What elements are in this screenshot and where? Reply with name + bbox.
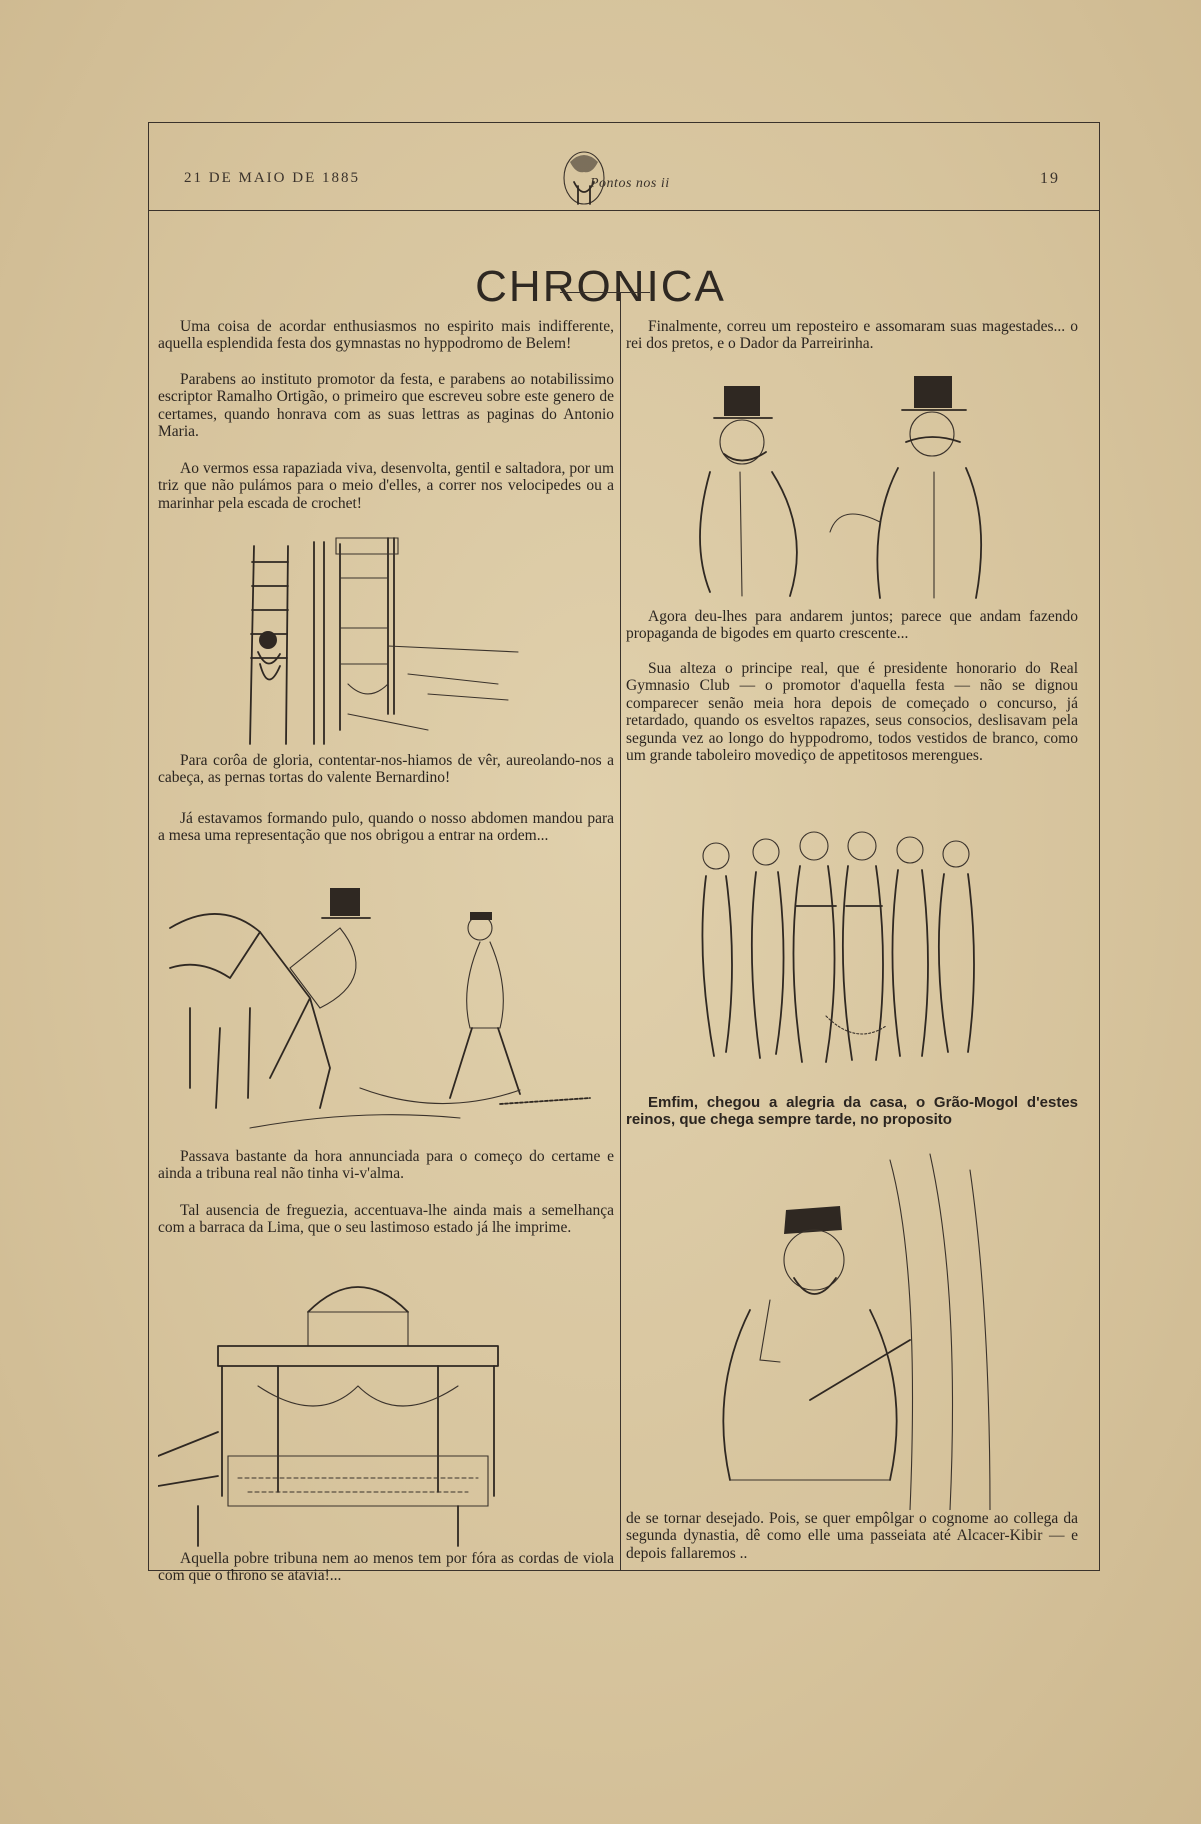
title-rule	[560, 292, 650, 293]
left-paragraph-5: Já estavamos formando pulo, quando o nosso abdomen mandou para a mesa uma representação que nos obrigou a entrar na ordem...	[158, 810, 614, 845]
right-paragraph-5: de se tornar desejado. Pois, se quer empôlgar o cognome ao collega da segunda dynastia, dê como elle uma passeiata até Alcacer-Kibir — e depois fallaremos ..	[626, 1510, 1078, 1562]
article-title: CHRONICA	[475, 262, 726, 312]
issue-date: 21 DE MAIO DE 1885	[184, 170, 360, 186]
left-paragraph-8: Aquella pobre tribuna nem ao menos tem por fóra as cordas de viola com que o throno se atavia!...	[158, 1550, 614, 1585]
page-number: 19	[1040, 170, 1060, 187]
left-paragraph-1: Uma coisa de acordar enthusiasmos no espirito mais indifferente, aquella esplendida festa dos gymnastas no hyppodromo de Belem!	[158, 318, 614, 353]
right-paragraph-1: Finalmente, correu um reposteiro e assomaram suas magestades... o rei dos pretos, e o Dador da Parreirinha.	[626, 318, 1078, 353]
left-paragraph-7: Tal ausencia de freguezia, accentuava-lhe ainda mais a semelhança com a barraca da Lima, que o seu lastimoso estado já lhe imprime.	[158, 1202, 614, 1237]
left-paragraph-2: Parabens ao instituto promotor da festa, e parabens ao notabilissimo escriptor Ramalho Ortigão, o primeiro que escreveu sobre este genero de certames, quando honrava com as suas lettras as paginas do Antonio Maria.	[158, 371, 614, 441]
masthead-text: Pontos nos ii	[590, 176, 670, 191]
right-paragraph-3: Sua alteza o principe real, que é presidente honorario do Real Gymnasio Club — o promotor d'aquella festa — não se dignou comparecer senão meia hora depois de começado o concurso, já retardado, quando os esveltos rapazes, seus consocios, deslisavam pela segunda vez ao longo do hyppodromo, todos vestidos de branco, como um grande taboleiro movediço de appetitosos merengues.	[626, 660, 1078, 765]
illustration-gymnasts-group	[686, 816, 1006, 1068]
right-paragraph-2: Agora deu-lhes para andarem juntos; parece que andam fazendo propaganda de bigodes em quarto crescente...	[626, 608, 1078, 643]
illustration-grao-mogol	[690, 1150, 1020, 1510]
left-paragraph-4: Para corôa de gloria, contentar-nos-hiamos de vêr, aureolando-nos a cabeça, as pernas tortas do valente Bernardino!	[158, 752, 614, 787]
right-paragraph-4: Emfim, chegou a alegria da casa, o Grão-Mogol d'estes reinos, que chega sempre tarde, no proposito	[626, 1094, 1078, 1129]
illustration-ladder-climber	[228, 534, 528, 748]
illustration-two-kings	[680, 372, 1010, 604]
column-divider	[620, 292, 621, 1570]
illustration-royal-tribune	[158, 1256, 558, 1552]
left-paragraph-6: Passava bastante da hora annunciada para o começo do certame e ainda a tribuna real não tinha vi-v'alma.	[158, 1148, 614, 1183]
illustration-running-men	[160, 868, 610, 1144]
left-paragraph-3: Ao vermos essa rapaziada viva, desenvolta, gentil e saltadora, por um triz que não pulámos para o meio d'elles, a correr nos velocipedes ou a marinhar pela escada de crochet!	[158, 460, 614, 512]
